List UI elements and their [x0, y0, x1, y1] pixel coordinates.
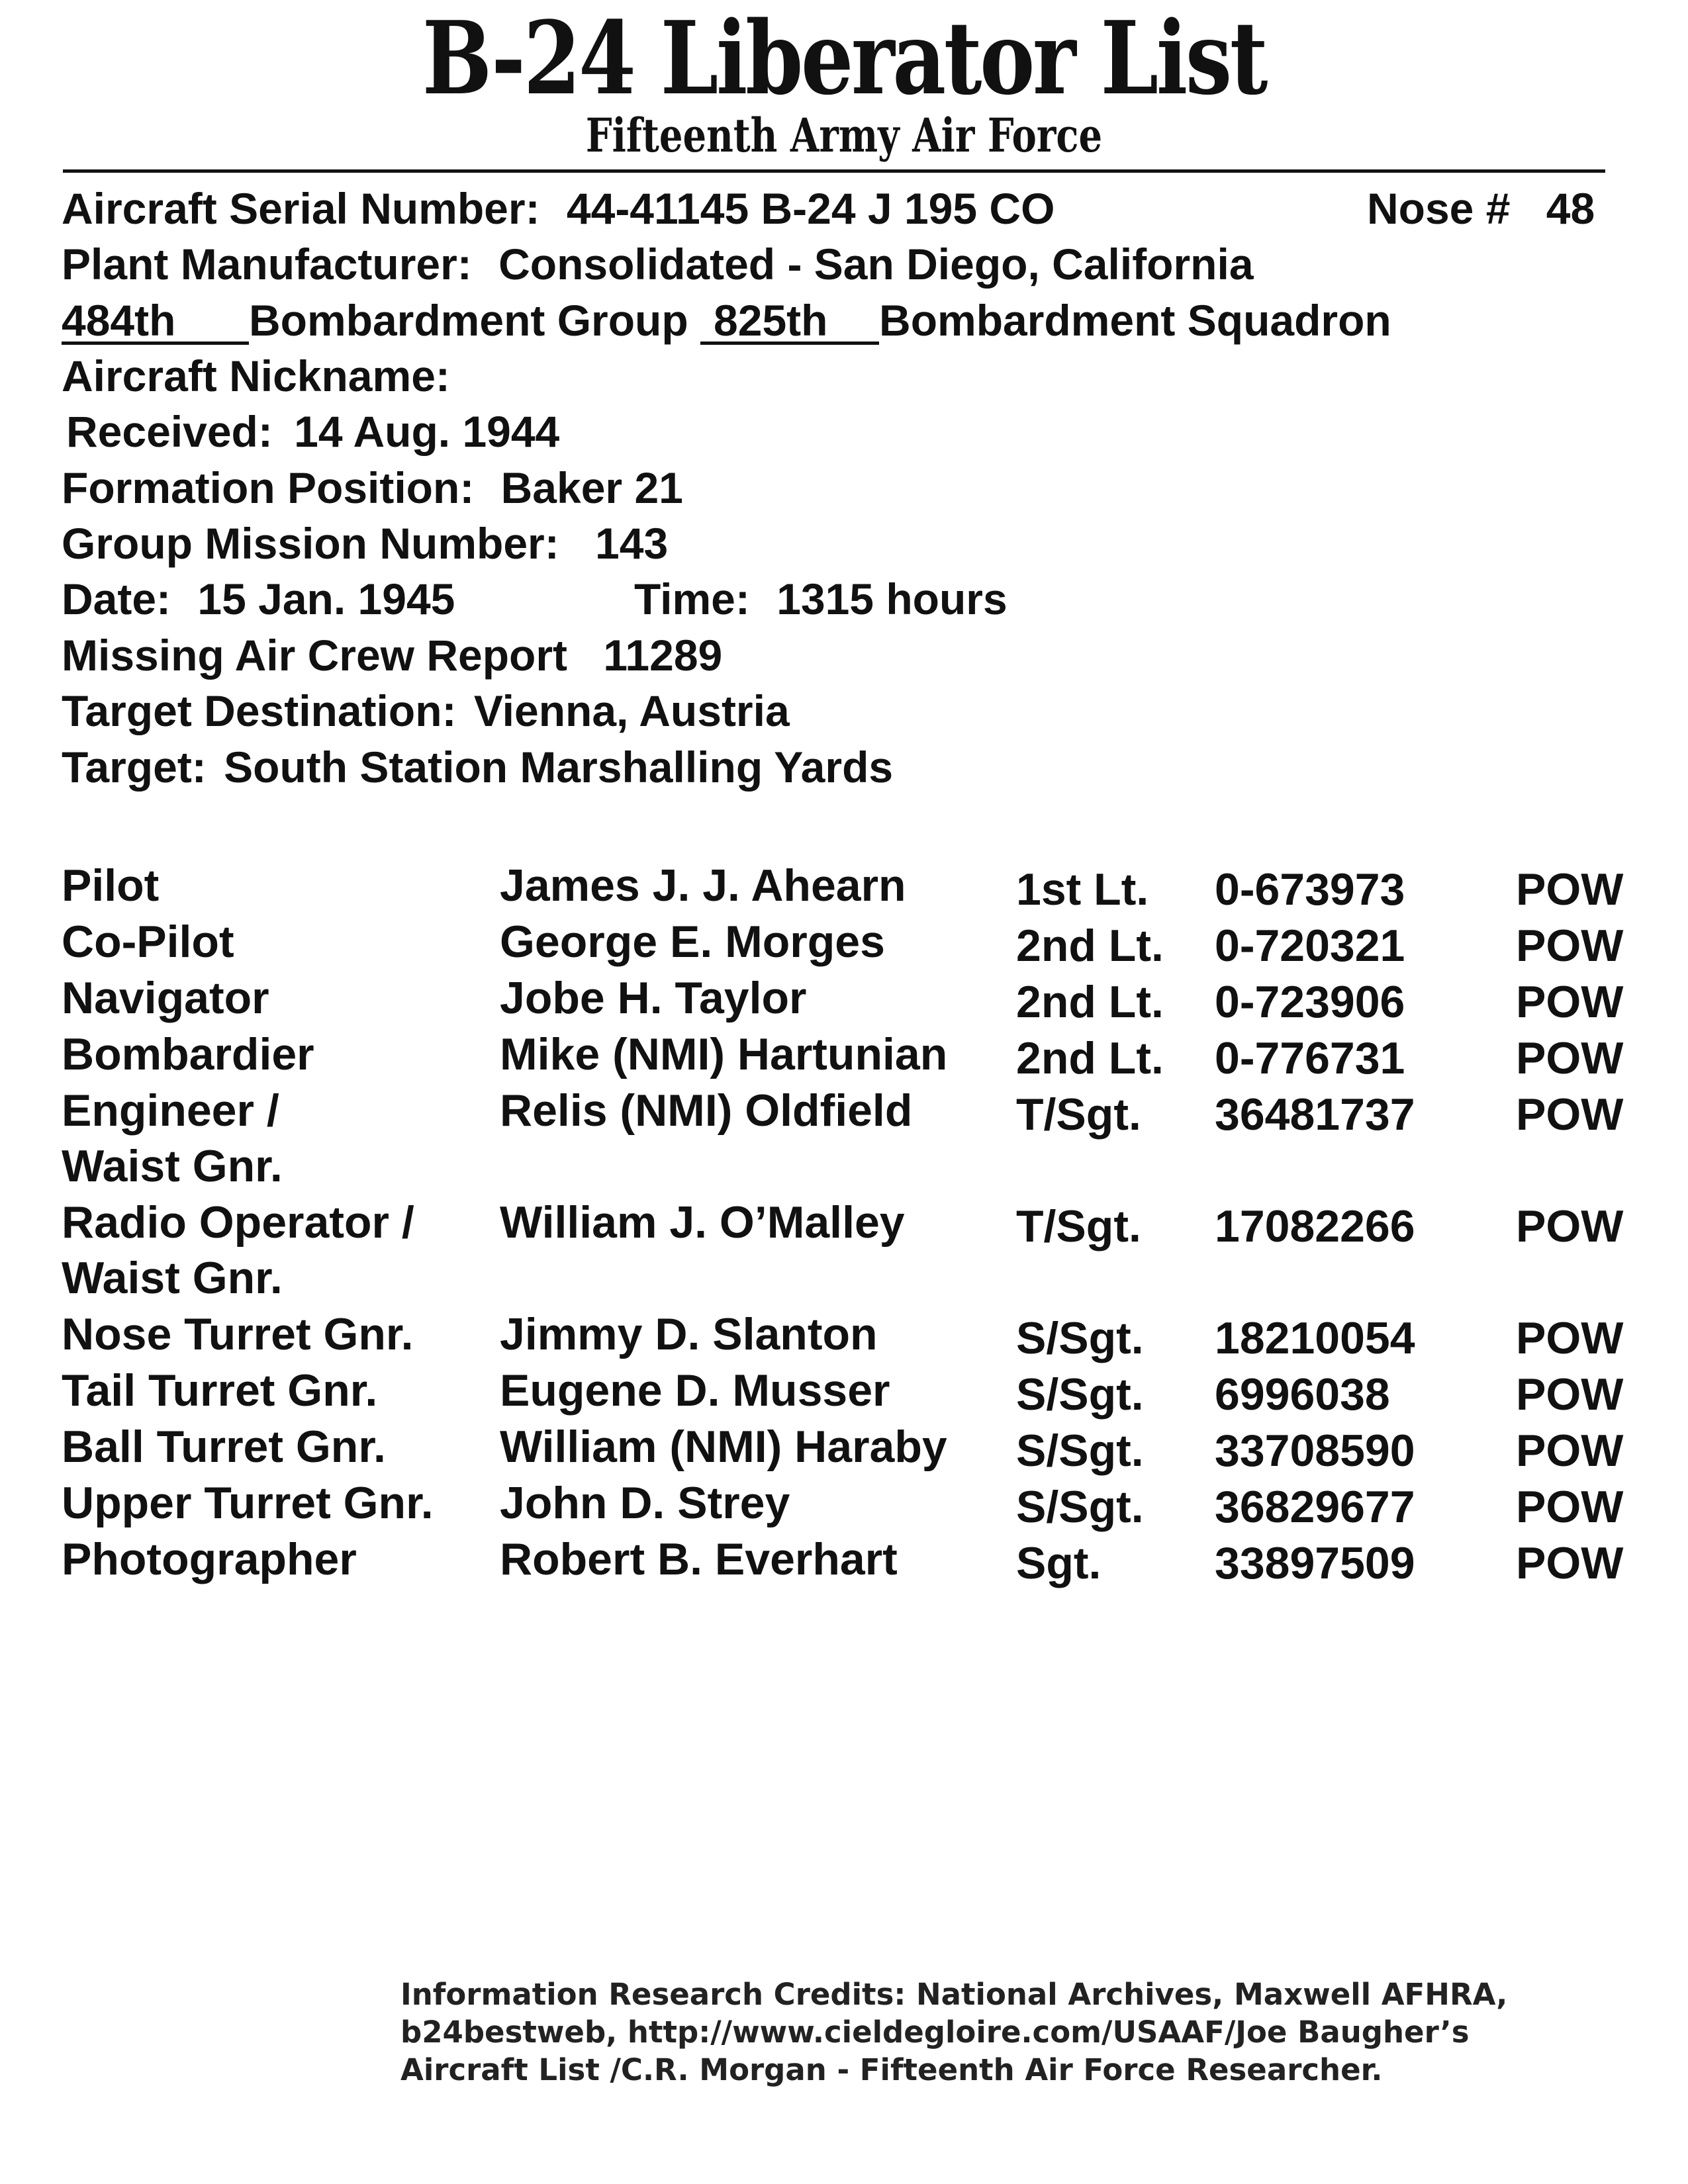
page-title: B-24 Liberator List — [422, 0, 1266, 117]
crew-name: Relis (NMI) Oldfield — [500, 1085, 913, 1136]
crew-serial: 18210054 — [1215, 1313, 1415, 1363]
credits-line: Aircraft List /C.R. Morgan - Fifteenth Air Force Researcher. — [400, 2052, 1383, 2087]
title-divider — [63, 169, 1605, 173]
crew-rank: 2nd Lt. — [1016, 977, 1164, 1027]
serial-number-line — [62, 184, 1055, 233]
crew-rank: T/Sgt. — [1016, 1089, 1141, 1140]
target-value: South Station Marshalling Yards — [224, 743, 894, 792]
crew-position: Pilot — [62, 860, 160, 911]
formation-value: Baker 21 — [500, 463, 683, 512]
destination-label: Target Destination: — [62, 686, 457, 735]
crew-rank: S/Sgt. — [1016, 1369, 1144, 1420]
serial-label: Aircraft Serial Number: — [62, 184, 540, 233]
plant-label: Plant Manufacturer: — [62, 240, 472, 289]
destination-value: Vienna, Austria — [473, 686, 790, 735]
crew-position: Upper Turret Gnr. — [62, 1478, 434, 1528]
credits-line: b24bestweb, http://www.cieldegloire.com/USAAF/Joe Baugher’s — [400, 2015, 1470, 2050]
crew-position: Tail Turret Gnr. — [62, 1365, 378, 1416]
target-line — [62, 743, 894, 792]
group-number: 484th — [62, 300, 249, 345]
macr-line — [62, 631, 723, 680]
crew-rank: T/Sgt. — [1016, 1201, 1141, 1251]
nose-number-line — [1367, 184, 1595, 233]
crew-position: Ball Turret Gnr. — [62, 1422, 386, 1472]
crew-name: James J. J. Ahearn — [500, 860, 906, 911]
crew-status: POW — [1516, 1482, 1624, 1532]
crew-rank: 1st Lt. — [1016, 864, 1149, 915]
target-label: Target: — [62, 743, 207, 792]
group-squadron-line — [62, 298, 1391, 345]
crew-status: POW — [1516, 1426, 1624, 1476]
crew-position-line2: Waist Gnr. — [62, 1141, 283, 1191]
crew-serial: 33897509 — [1215, 1538, 1415, 1588]
crew-serial: 33708590 — [1215, 1426, 1415, 1476]
crew-serial: 36481737 — [1215, 1089, 1415, 1140]
mission-line — [62, 519, 669, 568]
squadron-number: 825th — [700, 300, 879, 345]
crew-status: POW — [1516, 977, 1624, 1027]
research-credits — [400, 1976, 1507, 2089]
nose-label: Nose # — [1367, 184, 1511, 233]
crew-status: POW — [1516, 1313, 1624, 1363]
crew-rank: S/Sgt. — [1016, 1482, 1144, 1532]
group-label: Bombardment Group — [249, 296, 688, 345]
crew-rank: Sgt. — [1016, 1538, 1102, 1588]
received-label: Received: — [66, 407, 273, 456]
crew-status: POW — [1516, 1089, 1624, 1140]
crew-name: Jimmy D. Slanton — [500, 1309, 878, 1359]
crew-name: Eugene D. Musser — [500, 1365, 890, 1416]
crew-name: John D. Strey — [500, 1478, 790, 1528]
plant-line — [62, 240, 1254, 289]
crew-position: Nose Turret Gnr. — [62, 1309, 414, 1359]
time-line — [634, 574, 1008, 623]
crew-status: POW — [1516, 1033, 1624, 1083]
crew-rank: S/Sgt. — [1016, 1313, 1144, 1363]
plant-value: Consolidated - San Diego, California — [498, 240, 1254, 289]
crew-status: POW — [1516, 864, 1624, 915]
crew-rank: 2nd Lt. — [1016, 921, 1164, 971]
received-line — [66, 407, 560, 456]
time-label: Time: — [634, 574, 750, 623]
crew-name: Jobe H. Taylor — [500, 973, 807, 1023]
crew-rank: 2nd Lt. — [1016, 1033, 1164, 1083]
formation-line — [62, 463, 683, 512]
crew-status: POW — [1516, 1201, 1624, 1251]
crew-serial: 17082266 — [1215, 1201, 1415, 1251]
nickname-line — [62, 351, 450, 400]
crew-serial: 0-673973 — [1215, 864, 1405, 915]
mission-label: Group Mission Number: — [62, 519, 559, 568]
date-line — [62, 574, 455, 623]
crew-position-line2: Waist Gnr. — [62, 1253, 283, 1303]
crew-status: POW — [1516, 1369, 1624, 1420]
crew-name: William (NMI) Haraby — [500, 1422, 947, 1472]
serial-value: 44-41145 B-24 J 195 CO — [566, 184, 1055, 233]
page-subtitle: Fifteenth Army Air Force — [585, 108, 1103, 163]
crew-position: Engineer / — [62, 1085, 279, 1136]
crew-name: William J. O’Malley — [500, 1197, 905, 1248]
crew-position: Bombardier — [62, 1029, 314, 1079]
crew-serial: 0-776731 — [1215, 1033, 1405, 1083]
destination-line — [62, 686, 790, 735]
macr-value: 11289 — [603, 631, 723, 680]
crew-status: POW — [1516, 921, 1624, 971]
nickname-label: Aircraft Nickname: — [62, 351, 450, 400]
crew-serial: 0-723906 — [1215, 977, 1405, 1027]
macr-label: Missing Air Crew Report — [62, 631, 567, 680]
date-value: 15 Jan. 1945 — [197, 574, 455, 623]
crew-name: George E. Morges — [500, 917, 885, 967]
received-value: 14 Aug. 1944 — [294, 407, 560, 456]
crew-serial: 0-720321 — [1215, 921, 1405, 971]
mission-value: 143 — [595, 519, 669, 568]
credits-line: Information Research Credits: National Archives, Maxwell AFHRA, — [400, 1977, 1508, 2012]
crew-position: Co-Pilot — [62, 917, 234, 967]
date-label: Date: — [62, 574, 171, 623]
crew-name: Robert B. Everhart — [500, 1534, 898, 1584]
formation-label: Formation Position: — [62, 463, 475, 512]
crew-status: POW — [1516, 1538, 1624, 1588]
crew-position: Photographer — [62, 1534, 357, 1584]
crew-name: Mike (NMI) Hartunian — [500, 1029, 948, 1079]
crew-position: Navigator — [62, 973, 269, 1023]
nose-value: 48 — [1546, 184, 1595, 233]
crew-serial: 36829677 — [1215, 1482, 1415, 1532]
crew-position: Radio Operator / — [62, 1197, 414, 1248]
time-value: 1315 hours — [776, 574, 1008, 623]
crew-serial: 6996038 — [1215, 1369, 1390, 1420]
crew-rank: S/Sgt. — [1016, 1426, 1144, 1476]
squadron-label: Bombardment Squadron — [879, 296, 1391, 345]
